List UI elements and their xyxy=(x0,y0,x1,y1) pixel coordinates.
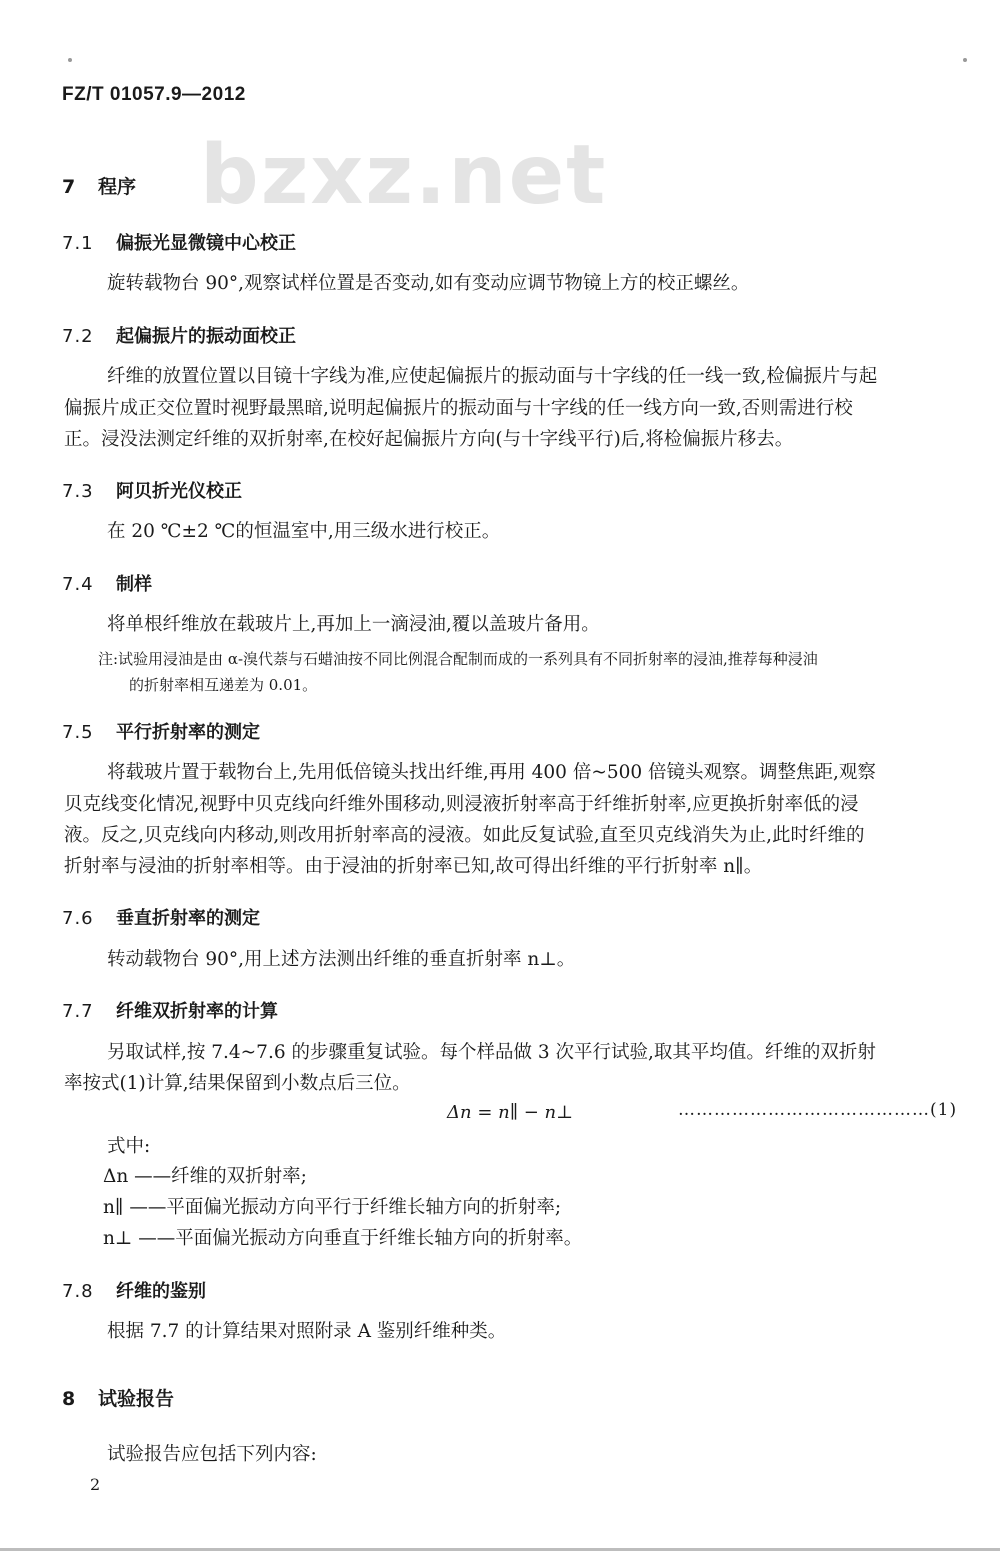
section-number: 7 xyxy=(62,176,76,198)
section-title: 垂直折射率的测定 xyxy=(116,908,260,929)
section-title: 平行折射率的测定 xyxy=(116,722,260,743)
section-number: 8 xyxy=(62,1388,76,1410)
section-7-1-heading xyxy=(62,229,296,255)
paragraph-line: 偏振片成正交位置时视野最黑暗,说明起偏振片的振动面与十字线的任一线方向一致,否则需进行校 xyxy=(64,398,853,419)
paragraph-line: 率按式(1)计算,结果保留到小数点后三位。 xyxy=(64,1073,411,1094)
paragraph-line: 折射率与浸油的折射率相等。由于浸油的折射率已知,故可得出纤维的平行折射率 n∥。 xyxy=(64,856,763,877)
section-number: 7.1 xyxy=(62,233,94,254)
paragraph-line: 另取试样,按 7.4~7.6 的步骤重复试验。每个样品做 3 次平行试验,取其平均值。纤维的双折射 xyxy=(107,1042,876,1063)
section-number: 7.2 xyxy=(62,326,94,347)
note-line: 的折射率相互递差为 0.01。 xyxy=(129,676,318,694)
paragraph-line: 纤维的放置位置以目镜十字线为准,应使起偏振片的振动面与十字线的任一线一致,检偏振片与起 xyxy=(107,366,878,387)
section-number: 7.7 xyxy=(62,1001,94,1022)
section-7-4-heading xyxy=(62,570,152,596)
section-title: 纤维的鉴别 xyxy=(116,1281,206,1302)
formula-1: Δn = n∥ − n⊥ xyxy=(447,1102,574,1123)
paragraph-line: 液。反之,贝克线向内移动,则改用折射率高的浸液。如此反复试验,直至贝克线消失为止,此时纤维的 xyxy=(64,825,865,846)
paragraph-line: 贝克线变化情况,视野中贝克线向纤维外围移动,则浸液折射率高于纤维折射率,应更换折射率低的浸 xyxy=(64,794,859,815)
paragraph-line: 旋转载物台 90°,观察试样位置是否变动,如有变动应调节物镜上方的校正螺丝。 xyxy=(107,273,750,294)
scan-dot xyxy=(963,58,967,62)
where-label: 式中: xyxy=(107,1136,151,1157)
paragraph-line: 试验报告应包括下列内容: xyxy=(107,1444,317,1465)
note-line: 注:试验用浸油是由 α-溴代萘与石蜡油按不同比例混合配制而成的一系列具有不同折射率的浸油,推荐每种浸油 xyxy=(98,650,818,668)
bottom-rule xyxy=(0,1548,1000,1551)
section-title: 制样 xyxy=(116,574,152,595)
section-number: 7.5 xyxy=(62,722,94,743)
section-7-6-heading xyxy=(62,904,260,930)
section-8-heading xyxy=(62,1384,174,1411)
scan-dot xyxy=(68,58,72,62)
formula-number: ……………………………………(1) xyxy=(678,1100,958,1120)
paragraph-line: 根据 7.7 的计算结果对照附录 A 鉴别纤维种类。 xyxy=(107,1321,507,1342)
section-7-2-heading xyxy=(62,322,296,348)
section-number: 7.4 xyxy=(62,574,94,595)
section-title: 阿贝折光仪校正 xyxy=(116,481,242,502)
watermark: bzxz.net xyxy=(200,128,608,223)
section-title: 偏振光显微镜中心校正 xyxy=(116,233,296,254)
section-title: 程序 xyxy=(98,176,137,198)
definition-line: n⊥ ——平面偏光振动方向垂直于纤维长轴方向的折射率。 xyxy=(103,1228,583,1249)
definition-line: Δn ——纤维的双折射率; xyxy=(103,1166,307,1187)
section-number: 7.8 xyxy=(62,1281,94,1302)
paragraph-line: 在 20 ℃±2 ℃的恒温室中,用三级水进行校正。 xyxy=(107,521,501,542)
section-7-3-heading xyxy=(62,477,242,503)
section-number: 7.3 xyxy=(62,481,94,502)
document-code: FZ/T 01057.9—2012 xyxy=(62,84,246,105)
section-7-7-heading xyxy=(62,997,278,1023)
paragraph-line: 将载玻片置于载物台上,先用低倍镜头找出纤维,再用 400 倍~500 倍镜头观察。调整焦距,观察 xyxy=(107,762,876,783)
paragraph-line: 转动载物台 90°,用上述方法测出纤维的垂直折射率 n⊥。 xyxy=(107,949,576,970)
section-title: 纤维双折射率的计算 xyxy=(116,1001,278,1022)
paragraph-line: 将单根纤维放在载玻片上,再加上一滴浸油,覆以盖玻片备用。 xyxy=(107,614,600,635)
paragraph-line: 正。浸没法测定纤维的双折射率,在校好起偏振片方向(与十字线平行)后,将检偏振片移去。 xyxy=(64,429,794,450)
section-7-8-heading xyxy=(62,1277,206,1303)
section-number: 7.6 xyxy=(62,908,94,929)
definition-line: n∥ ——平面偏光振动方向平行于纤维长轴方向的折射率; xyxy=(103,1197,562,1218)
section-7-5-heading xyxy=(62,718,260,744)
section-7-heading xyxy=(62,172,136,199)
section-title: 试验报告 xyxy=(98,1388,175,1410)
page-number: 2 xyxy=(90,1475,101,1494)
section-title: 起偏振片的振动面校正 xyxy=(116,326,296,347)
